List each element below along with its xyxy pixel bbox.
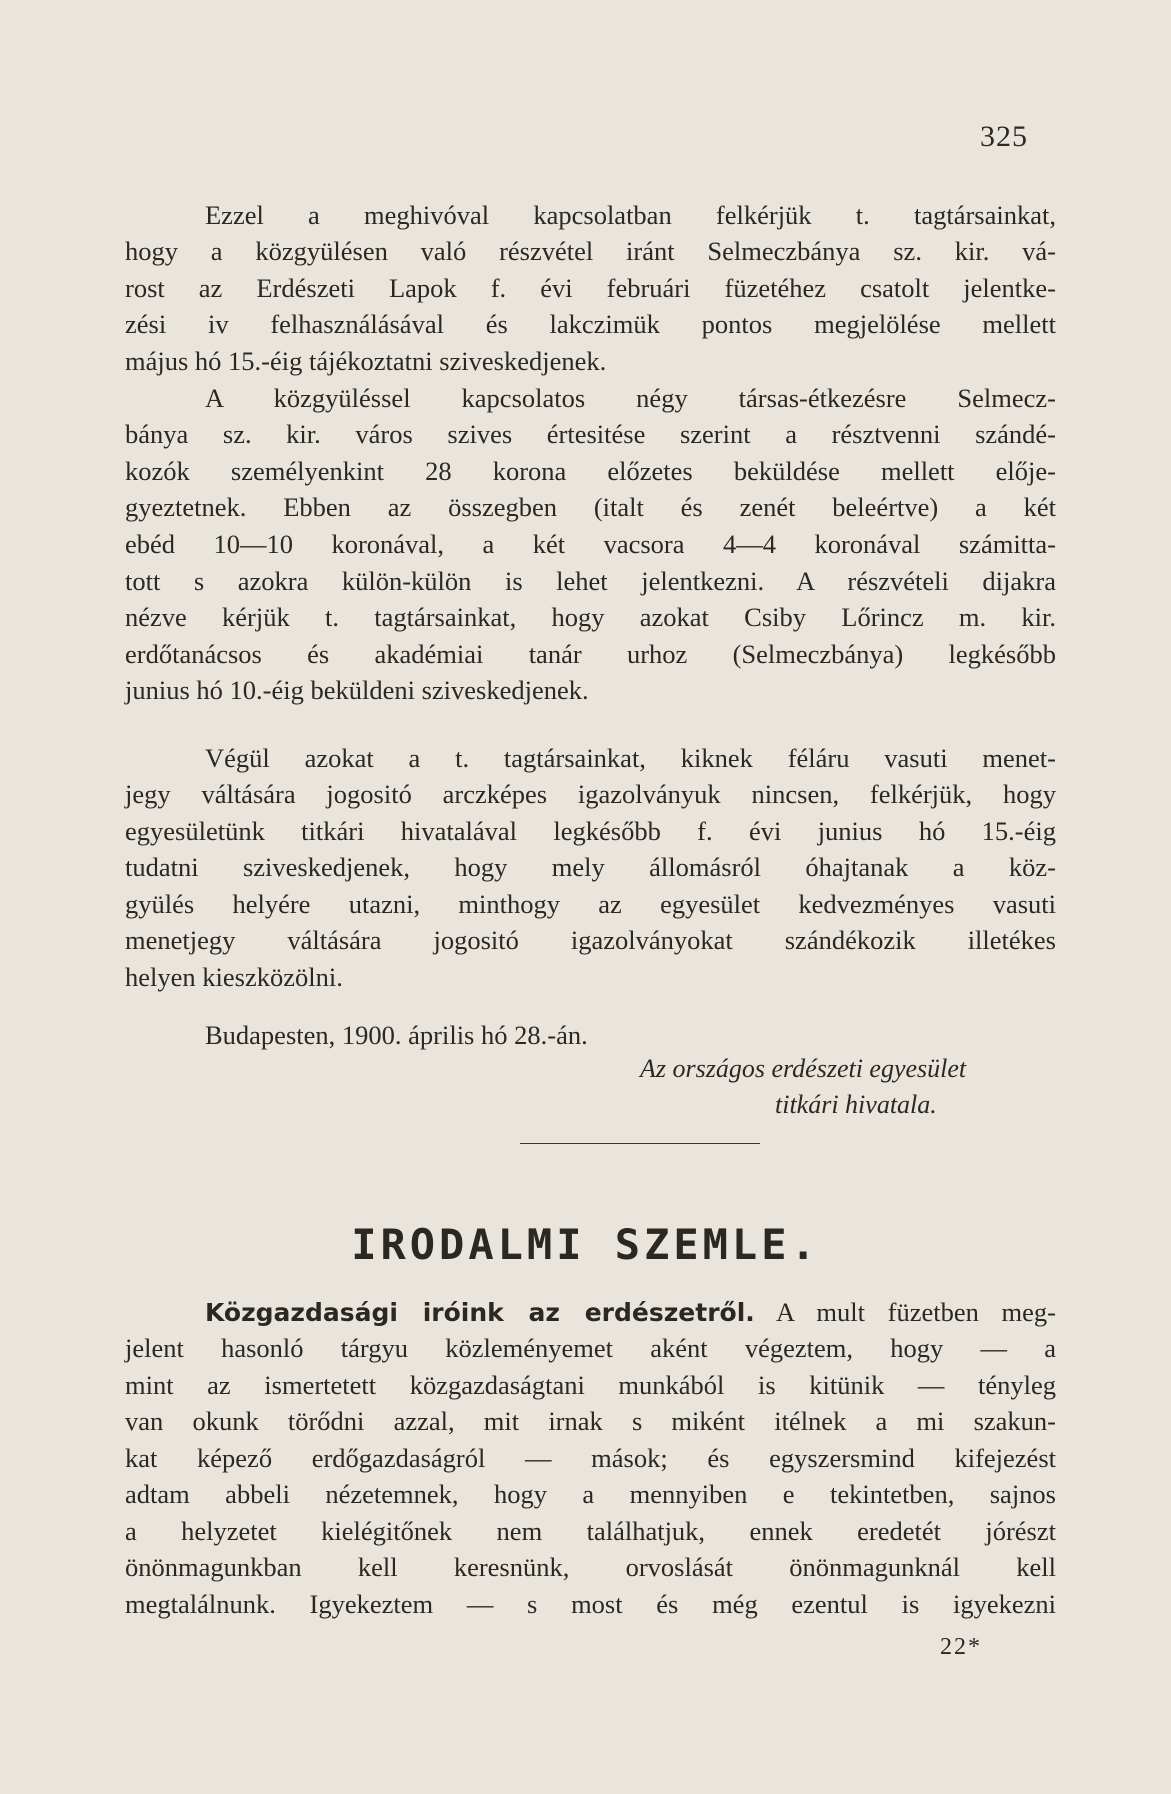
text-line: helyen kieszközölni. xyxy=(125,962,343,992)
text-line: önönmagunkban kell keresnünk, orvoslását önönmagunknál kell xyxy=(125,1552,1056,1582)
signature-mark: 22* xyxy=(940,1634,982,1660)
text-line: rost az Erdészeti Lapok f. évi februári füzetéhez csatolt jelentke- xyxy=(125,273,1056,303)
text-line: tudatni sziveskedjenek, hogy mely állomásról óhajtanak a köz- xyxy=(125,852,1056,882)
text-line: gyeztetnek. Ebben az összegben (italt és zenét beleértve) a két xyxy=(125,492,1056,522)
text-line: ebéd 10—10 koronával, a két vacsora 4—4 koronával számitta- xyxy=(125,529,1056,559)
page-number: 325 xyxy=(980,120,1028,153)
text-line: mint az ismertetett közgazdaságtani munkából is kitünik — tényleg xyxy=(125,1370,1056,1400)
text-line: menetjegy váltására jogositó igazolványokat szándékozik illetékes xyxy=(125,925,1056,955)
dateline: Budapesten, 1900. április hó 28.-án. xyxy=(205,1020,588,1050)
text-line: megtalálnunk. Igyekeztem — s most és még ezentul is igyekezni xyxy=(125,1589,1056,1619)
text-line xyxy=(205,1294,1056,1330)
text-span: A mult füzetben meg- xyxy=(776,1297,1057,1327)
signature-line: Az országos erdészeti egyesület xyxy=(640,1054,967,1083)
text-line: kat képező erdőgazdaságról — mások; és egyszersmind kifejezést xyxy=(125,1443,1056,1473)
text-line: junius hó 10.-éig beküldeni sziveskedjenek. xyxy=(125,675,589,705)
text-line: gyülés helyére utazni, minthogy az egyesület kedvezményes vasuti xyxy=(125,889,1056,919)
text-line: Végül azokat a t. tagtársainkat, kiknek féláru vasuti menet- xyxy=(205,743,1056,773)
section-divider xyxy=(520,1143,760,1144)
text-line: hogy a közgyülésen való részvétel iránt Selmeczbánya sz. kir. vá- xyxy=(125,236,1056,266)
signature-line: titkári hivatala. xyxy=(775,1090,937,1119)
text-line: zési iv felhasználásával és lakczimük pontos megjelölése mellett xyxy=(125,309,1056,339)
text-line: jelent hasonló tárgyu közleményemet aként végeztem, hogy — a xyxy=(125,1333,1056,1363)
text-line: bánya sz. kir. város szives értesitése szerint a résztvenni szándé- xyxy=(125,419,1056,449)
runin-title: Közgazdasági iróink az erdészetről. xyxy=(205,1298,755,1327)
text-line: van okunk törődni azzal, mit irnak s miként itélnek a mi szakun- xyxy=(125,1406,1056,1436)
text-line: a helyzetet kielégitőnek nem találhatjuk, ennek eredetét jórészt xyxy=(125,1516,1056,1546)
text-line: erdőtanácsos és akadémiai tanár urhoz (Selmeczbánya) legkésőbb xyxy=(125,639,1056,669)
text-line: egyesületünk titkári hivatalával legkésőbb f. évi junius hó 15.-éig xyxy=(125,816,1056,846)
text-line: nézve kérjük t. tagtársainkat, hogy azokat Csiby Lőrincz m. kir. xyxy=(125,602,1056,632)
text-line: A közgyüléssel kapcsolatos négy társas-étkezésre Selmecz- xyxy=(205,383,1056,413)
text-line: adtam abbeli nézetemnek, hogy a mennyiben e tekintetben, sajnos xyxy=(125,1479,1056,1509)
text-line: kozók személyenkint 28 korona előzetes beküldése mellett elője- xyxy=(125,456,1056,486)
text-line: május hó 15.-éig tájékoztatni sziveskedjenek. xyxy=(125,346,607,376)
section-title: IRODALMI SZEMLE. xyxy=(351,1220,820,1269)
text-line: tott s azokra külön-külön is lehet jelentkezni. A részvételi dijakra xyxy=(125,566,1056,596)
text-line: jegy váltására jogositó arczképes igazolványuk nincsen, felkérjük, hogy xyxy=(125,779,1056,809)
text-line: Ezzel a meghivóval kapcsolatban felkérjük t. tagtársainkat, xyxy=(205,200,1056,230)
